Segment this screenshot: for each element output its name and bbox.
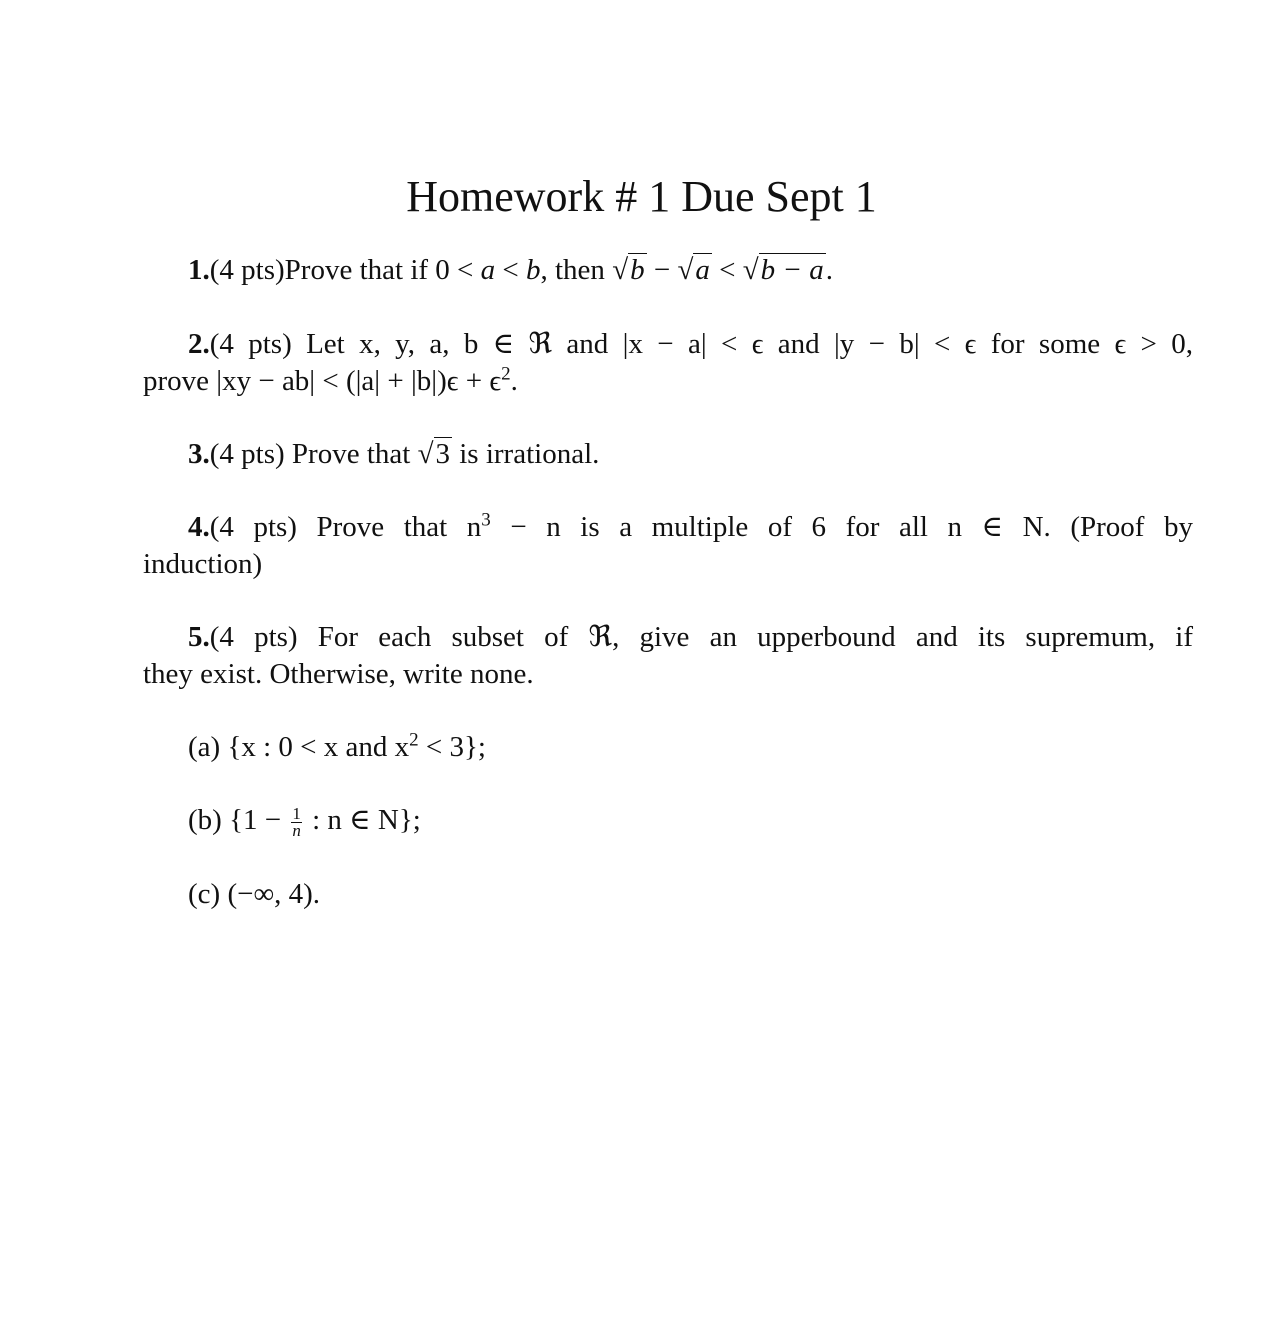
subpart-a: (a) {x : 0 < x and $x^2 < 3$}; [188, 729, 486, 763]
sqrt-3: √3 [417, 438, 450, 470]
subpart-label: (c) [188, 878, 221, 910]
problem-points: (4 pts) [209, 254, 285, 286]
problem-3: 3.(4 pts) Prove that √3 is irrational. [143, 436, 1193, 473]
subpart-label: (b) [188, 804, 222, 836]
sqrt-b: √b [612, 254, 645, 286]
problem-points: (4 pts) [209, 511, 297, 543]
problem-2: 2.(4 pts) Let x, y, a, b ∈ ℜ and |x − a| < ϵ and |y − b| < ϵ for some ϵ > 0, prove $|xy - ab| < (|a| + |b|)\epsilon + \epsilon^2$. [143, 328, 1193, 397]
subpart-label: (a) [188, 731, 221, 763]
problem-number: 2. [188, 328, 210, 360]
fraction-one-over-n: $\frac{1}{n}$ [292, 803, 301, 840]
sqrt-b-minus-a: √b − a [742, 254, 824, 286]
problem-number: 4. [188, 511, 210, 543]
sqrt-a: √a [677, 254, 710, 286]
problem-points: (4 pts) [209, 328, 292, 360]
problem-number: 5. [188, 621, 210, 653]
problem-points: (4 pts) [209, 621, 298, 653]
problem-1: 1.(4 pts)Prove that if 0 < a < b, then √b − √a < √b − a. [143, 252, 1193, 289]
subpart-c: (c) (−∞, 4). [188, 878, 321, 910]
problem-number: 3. [188, 438, 210, 470]
problem-points: (4 pts) [209, 438, 285, 470]
page-title: Homework # 1 Due Sept 1 [406, 172, 877, 221]
problem-5: 5.(4 pts) For each subset of ℜ, give an upperbound and its supremum, if they exist. Otherwise, write none. [143, 621, 1193, 690]
problem-number: 1. [188, 254, 210, 286]
problem-4: 4.(4 pts) Prove that $n^3 - n$ is a multiple of 6 for all n ∈ N. (Proof by induction) [143, 509, 1193, 580]
subpart-b: (b) {1 − $\frac{1}{n}$ : n ∈ N}; [188, 803, 421, 840]
